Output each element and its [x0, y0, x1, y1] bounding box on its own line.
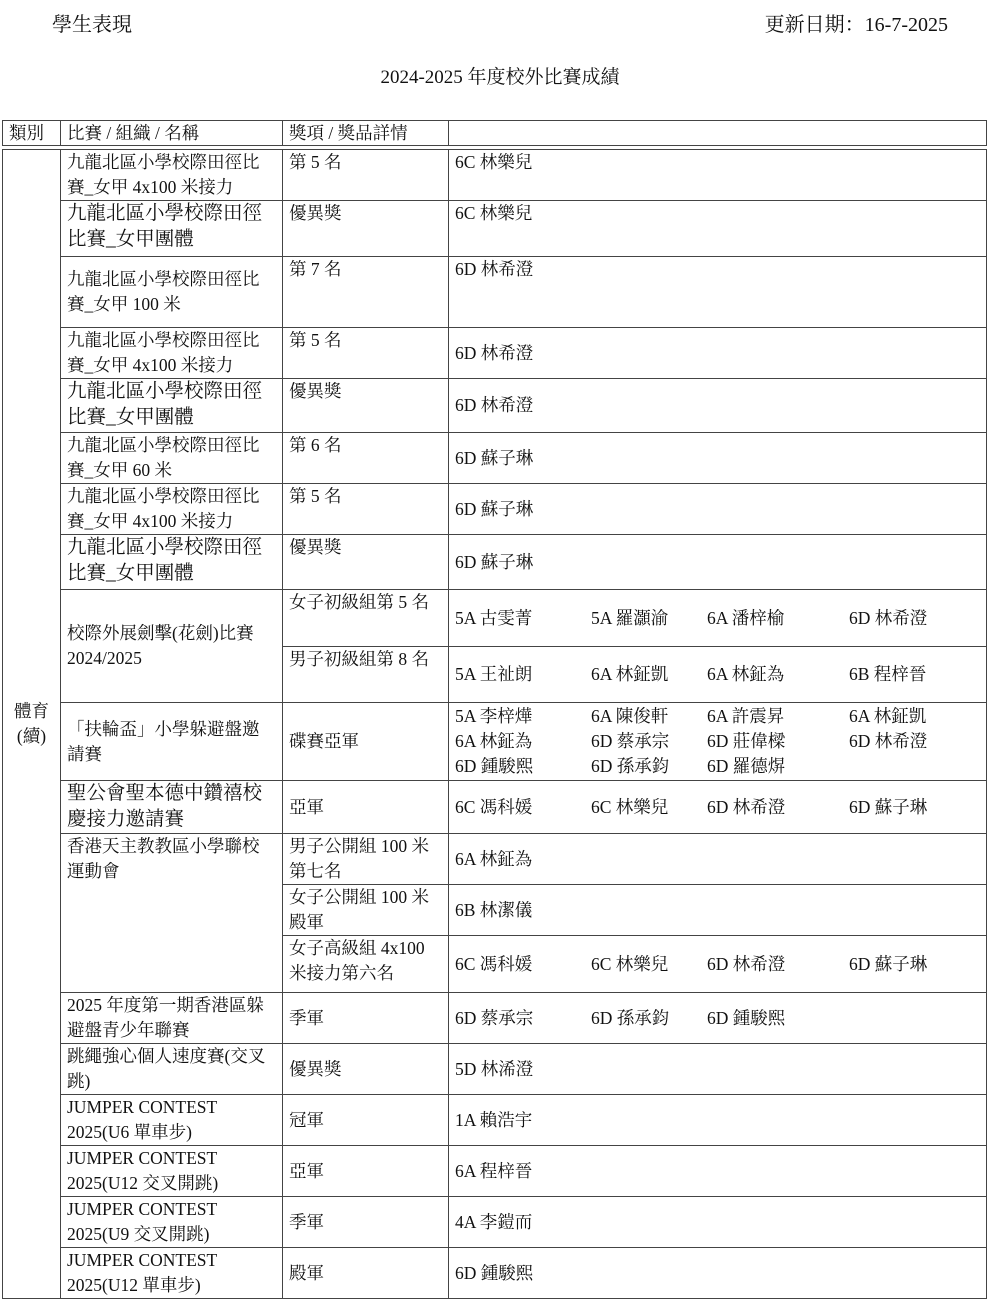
- winners-cell: [449, 1248, 987, 1299]
- column-header-competition: 比賽 / 組織 / 名稱: [61, 121, 283, 146]
- award-cell: 第 5 名: [283, 328, 449, 379]
- table-row: [3, 257, 987, 328]
- winners-cell: [449, 201, 987, 257]
- table-row: [3, 781, 987, 834]
- award-cell: 女子公開組 100 米殿軍: [283, 885, 449, 936]
- winners-cell: [449, 936, 987, 993]
- winner-name: 6D 孫承鈞: [591, 756, 670, 776]
- competition-cell: 九龍北區小學校際田徑比賽_女甲 4x100 米接力: [61, 150, 283, 201]
- winner-name: 6D 蔡承宗: [455, 1007, 534, 1028]
- competition-cell: 九龍北區小學校際田徑比賽_女甲 100 米: [61, 257, 283, 328]
- winner-name: 6D 蘇子琳: [455, 551, 534, 572]
- award-cell: 女子高級組 4x100 米接力第六名: [283, 936, 449, 993]
- winners-cell: [449, 590, 987, 647]
- award-cell: 第 7 名: [283, 257, 449, 328]
- winner-name: 5D 林浠澄: [455, 1058, 534, 1079]
- winners-cell: [449, 433, 987, 484]
- winner-name: 6D 蘇子琳: [849, 953, 928, 974]
- winner-name: 6D 林希澄: [849, 731, 928, 751]
- winners-cell: [449, 834, 987, 885]
- winner-name: 6D 孫承鈞: [591, 1007, 670, 1028]
- column-header-winners: [449, 121, 987, 146]
- winners-cell: [449, 647, 987, 703]
- table-row: [3, 201, 987, 257]
- table-row: [3, 433, 987, 484]
- competition-cell: 九龍北區小學校際田徑比賽_女甲團體: [61, 201, 283, 257]
- table-row: [3, 1248, 987, 1299]
- winner-name: 6D 蔡承宗: [591, 731, 670, 751]
- winners-cell: [449, 703, 987, 781]
- competition-cell: 九龍北區小學校際田徑比賽_女甲團體: [61, 379, 283, 433]
- competition-cell: JUMPER CONTEST 2025(U6 單車步): [61, 1095, 283, 1146]
- table-header-row: [3, 121, 987, 146]
- winner-name: 6A 林鉦凱: [591, 664, 669, 684]
- winners-cell: [449, 150, 987, 201]
- award-cell: 冠軍: [283, 1095, 449, 1146]
- winner-name: 6C 林樂兒: [455, 152, 533, 172]
- competition-cell: 九龍北區小學校際田徑比賽_女甲 4x100 米接力: [61, 328, 283, 379]
- winners-cell: [449, 328, 987, 379]
- competition-cell: 九龍北區小學校際田徑比賽_女甲團體: [61, 535, 283, 590]
- winner-name: 6D 林希澄: [455, 342, 534, 363]
- award-cell: 第 5 名: [283, 484, 449, 535]
- winner-name: 5A 王祉朗: [455, 664, 533, 684]
- winners-cell: [449, 1044, 987, 1095]
- winner-name: 6D 蘇子琳: [455, 498, 534, 519]
- competition-cell: JUMPER CONTEST 2025(U9 交叉開跳): [61, 1197, 283, 1248]
- table-row: [3, 1044, 987, 1095]
- table-row: [3, 993, 987, 1044]
- winner-name: 6A 潘梓榆: [707, 607, 785, 628]
- winner-name: 5A 羅灝渝: [591, 607, 669, 628]
- award-cell: 季軍: [283, 993, 449, 1044]
- winners-cell: [449, 1197, 987, 1248]
- winner-name: 6D 林希澄: [455, 259, 534, 279]
- award-cell: 亞軍: [283, 1146, 449, 1197]
- competition-cell: 校際外展劍擊(花劍)比賽 2024/2025: [61, 590, 283, 703]
- update-date: 更新日期：16-7-2025: [764, 14, 948, 36]
- award-cell: 男子初級組第 8 名: [283, 647, 449, 703]
- table-row: [3, 379, 987, 433]
- winner-name: 6B 程梓晉: [849, 664, 927, 684]
- winners-cell: [449, 379, 987, 433]
- column-header-category: 類別: [3, 121, 61, 146]
- award-cell: 第 6 名: [283, 433, 449, 484]
- winner-name: 6C 林樂兒: [591, 953, 669, 974]
- competition-cell: 「扶輪盃」小學躲避盤邀請賽: [61, 703, 283, 781]
- winner-name: 6D 鍾駿熙: [707, 1007, 786, 1028]
- award-cell: 第 5 名: [283, 150, 449, 201]
- winner-name: 6D 林希澄: [707, 796, 786, 817]
- competition-cell: 聖公會聖本德中鑽禧校慶接力邀請賽: [61, 781, 283, 834]
- winner-name: 6A 林鉦凱: [849, 706, 927, 726]
- winner-name: 5A 李梓燁: [455, 706, 533, 726]
- table-row: [3, 1197, 987, 1248]
- winner-name: 6D 鍾駿熙: [455, 756, 534, 776]
- winner-name: 6D 蘇子琳: [455, 447, 534, 468]
- winner-name: 6B 林潔儀: [455, 899, 533, 920]
- category-cell: [3, 150, 61, 1299]
- award-cell: 碟賽亞軍: [283, 703, 449, 781]
- winner-name: 6A 林鉦為: [455, 848, 533, 869]
- winner-name: 6D 莊偉樑: [707, 731, 786, 751]
- table-row: [3, 703, 987, 781]
- award-cell: 優異獎: [283, 379, 449, 433]
- table-row: [3, 1095, 987, 1146]
- winner-name: 6D 鍾駿熙: [455, 1262, 534, 1283]
- winners-cell: [449, 993, 987, 1044]
- competition-cell: JUMPER CONTEST 2025(U12 單車步): [61, 1248, 283, 1299]
- winner-name: 1A 賴浩宇: [455, 1109, 533, 1130]
- winners-cell: [449, 885, 987, 936]
- winner-name: 6A 許震昇: [707, 706, 785, 726]
- column-header-award: 獎項 / 獎品詳情: [283, 121, 449, 146]
- document-title: 2024-2025 年度校外比賽成績: [380, 67, 620, 88]
- winner-name: 6C 林樂兒: [455, 203, 533, 223]
- winner-name: 6A 陳俊軒: [591, 706, 669, 726]
- award-cell: 男子公開組 100 米第七名: [283, 834, 449, 885]
- award-cell: 優異獎: [283, 201, 449, 257]
- winner-name: 6A 林鉦為: [455, 731, 533, 751]
- winners-cell: [449, 535, 987, 590]
- competition-cell: 九龍北區小學校際田徑比賽_女甲 60 米: [61, 433, 283, 484]
- winner-name: 6D 羅德焺: [707, 756, 786, 776]
- winner-name: 6C 林樂兒: [591, 796, 669, 817]
- winner-name: 6A 程梓晉: [455, 1160, 533, 1181]
- winners-cell: [449, 781, 987, 834]
- winners-cell: [449, 484, 987, 535]
- award-cell: 殿軍: [283, 1248, 449, 1299]
- award-cell: 優異獎: [283, 1044, 449, 1095]
- competition-cell: JUMPER CONTEST 2025(U12 交叉開跳): [61, 1146, 283, 1197]
- competition-cell: 九龍北區小學校際田徑比賽_女甲 4x100 米接力: [61, 484, 283, 535]
- table-row: [3, 834, 987, 885]
- winner-name: 6D 林希澄: [455, 395, 534, 415]
- competition-cell: 2025 年度第一期香港區躲避盤青少年聯賽: [61, 993, 283, 1044]
- results-table: [2, 120, 987, 1299]
- winner-name: 4A 李鎧而: [455, 1211, 533, 1232]
- award-cell: 亞軍: [283, 781, 449, 834]
- winners-cell: [449, 1146, 987, 1197]
- award-cell: 季軍: [283, 1197, 449, 1248]
- table-row: [3, 150, 987, 201]
- table-row: [3, 484, 987, 535]
- competition-cell: 香港天主教教區小學聯校運動會: [61, 834, 283, 993]
- winner-name: 5A 古雯菁: [455, 607, 533, 628]
- table-row: [3, 535, 987, 590]
- table-row: [3, 328, 987, 379]
- competition-cell: 跳繩強心個人速度賽(交叉跳): [61, 1044, 283, 1095]
- winner-name: 6C 馮科媛: [455, 953, 533, 974]
- winners-cell: [449, 257, 987, 328]
- winner-name: 6D 林希澄: [849, 607, 928, 628]
- section-heading: 學生表現: [52, 14, 132, 36]
- winner-name: 6D 蘇子琳: [849, 796, 928, 817]
- table-row: [3, 590, 987, 647]
- table-row: [3, 1146, 987, 1197]
- award-cell: 優異獎: [283, 535, 449, 590]
- winner-name: 6D 林希澄: [707, 953, 786, 974]
- winner-name: 6A 林鉦為: [707, 664, 785, 684]
- winner-name: 6C 馮科媛: [455, 796, 533, 817]
- category-label: 體育 (續): [14, 701, 49, 746]
- winners-cell: [449, 1095, 987, 1146]
- award-cell: 女子初級組第 5 名: [283, 590, 449, 647]
